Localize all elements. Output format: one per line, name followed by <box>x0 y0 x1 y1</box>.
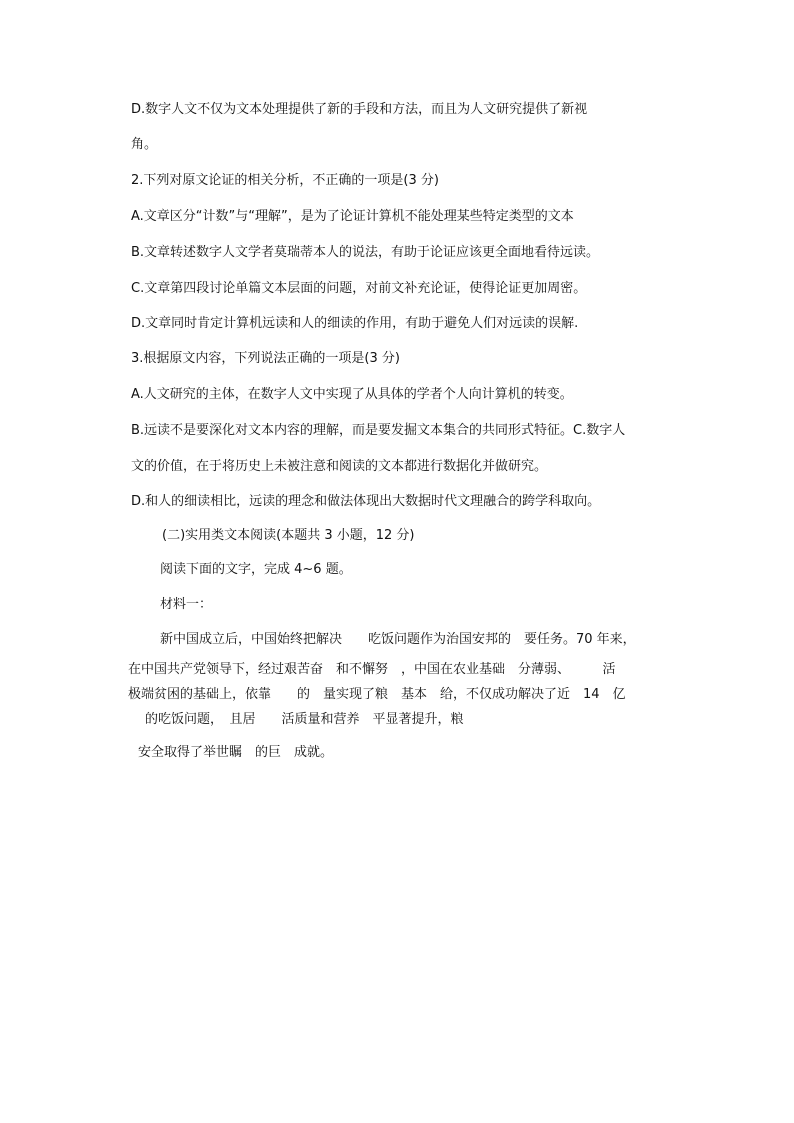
section-heading: (二)实用类文本阅读(本题共 3 小题，12 分) <box>162 528 415 543</box>
paragraph-line: 安全取得了举世瞩 的巨 成就。 <box>138 745 334 760</box>
question-3-stem: 3.根据原文内容，下列说法正确的一项是(3 分) <box>131 351 400 366</box>
option-3c-continued: 文的价值，在于将历史上未被注意和阅读的文本都进行数据化并做研究。 <box>131 459 548 474</box>
paragraph-line: 新中国成立后，中国始终把解决 吃饭问题作为治国安邦的 要任务。70 年来， <box>160 632 636 647</box>
option-2b: B.文章转述数字人文学者莫瑞蒂本人的说法，有助于论证应该更全面地看待远读。 <box>131 245 600 260</box>
question-2-stem: 2.下列对原文论证的相关分析，不正确的一项是(3 分) <box>131 173 439 188</box>
option-3a: A.人文研究的主体，在数字人文中实现了从具体的学者个人向计算机的转变。 <box>131 387 573 402</box>
material-heading: 材料一： <box>160 597 213 612</box>
paragraph-line: 在中国共产党领导下，经过艰苦奋 和不懈努 ，中国在农业基础 分薄弱、 活 <box>128 662 616 677</box>
option-2d: D.文章同时肯定计算机远读和人的细读的作用，有助于避免人们对远读的误解. <box>131 316 579 331</box>
option-2c: C.文章第四段讨论单篇文本层面的问题，对前文补充论证，使得论证更加周密。 <box>131 281 587 296</box>
text-line: D.数字人文不仅为文本处理提供了新的手段和方法，而且为人文研究提供了新视 <box>131 102 588 117</box>
option-2a: A.文章区分“计数”与“理解”，是为了论证计算机不能处理某些特定类型的文本 <box>131 209 574 224</box>
text-line: 角。 <box>131 137 158 152</box>
option-3b: B.远读不是要深化对文本内容的理解，而是要发掘文本集合的共同形式特征。C.数字人 <box>131 423 626 438</box>
paragraph-line: 极端贫困的基础上，依靠 的 量实现了粮 基本 给，不仅成功解决了近 14 亿 <box>128 687 626 702</box>
instruction: 阅读下面的文字，完成 4~6 题。 <box>160 562 352 577</box>
paragraph-line: 的吃饭问题， 且居 活质量和营养 平显著提升，粮 <box>145 712 464 727</box>
option-3d: D.和人的细读相比，远读的理念和做法体现出大数据时代文理融合的跨学科取向。 <box>131 494 601 509</box>
